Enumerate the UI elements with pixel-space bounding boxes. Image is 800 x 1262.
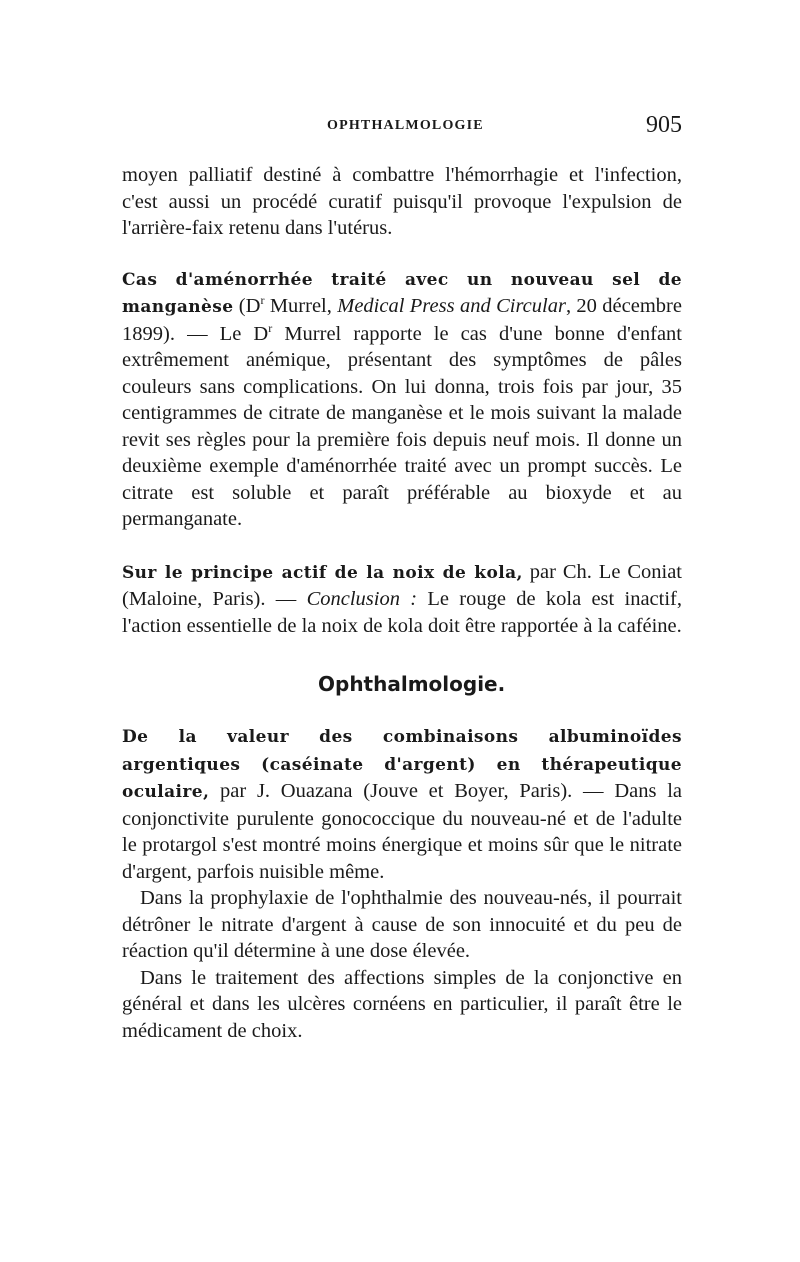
entry-argent-paragraph-3: Dans le traitement des affections simples de la conjonctive en général et dans les ulcères cornéens en particulier, il paraît être le médicament de choix. bbox=[122, 966, 682, 1042]
entry-kola-title: Sur le principe actif de la noix de kola, bbox=[122, 562, 523, 583]
running-title: OPHTHALMOLOGIE bbox=[327, 118, 484, 133]
entry-amenorrhee-body: Murrel rapporte le cas d'une bonne d'enfant extrêmement anémique, présentant des symptômes de pâles couleurs sans complications. On lui donna, trois fois par jour, 35 centigrammes de citrate de manganèse et le mois suivant la malade revit ses règles pour la première fois depuis neuf mois. Il donne un deuxième exemple d'aménorrhée traité avec un prompt succès. Le citrate est soluble et paraît préférable au bioxyde et au permanganate. bbox=[122, 322, 682, 530]
entry-amenorrhee bbox=[122, 266, 682, 533]
entry-argent-title: De la valeur des combinaisons albuminoïdes argentiques (caséinate d'argent) en thérapeutique oculaire, bbox=[122, 727, 682, 802]
entry-amenorrhee-citation-start: (D bbox=[233, 295, 261, 317]
entry-kola-body: Le rouge de kola est inactif, l'action essentielle de la noix de kola doit être rapportée à la caféine. bbox=[122, 588, 682, 637]
entry-amenorrhee-journal: Medical Press and Circular bbox=[337, 295, 566, 317]
entry-argent-body: Dans la conjonctivite purulente gonococcique du nouveau-né et de l'adulte le protargol s'est montré moins énergique et moins sûr que le nitrate d'argent, parfois nuisible même. bbox=[122, 780, 682, 883]
section-heading: Ophthalmologie. bbox=[318, 672, 506, 696]
entry-kola bbox=[122, 559, 682, 640]
page-number: 905 bbox=[646, 112, 682, 138]
entry-amenorrhee-sup-1: r bbox=[260, 293, 265, 308]
entry-kola-conclusion-label: Conclusion : bbox=[306, 588, 418, 610]
entry-amenorrhee-sup-2: r bbox=[268, 320, 273, 335]
book-page bbox=[122, 112, 682, 1044]
entry-argent-paragraph-2: Dans la prophylaxie de l'ophthalmie des nouveau-nés, il pourrait détrôner le nitrate d'argent à cause de son innocuité et du peu de réaction qu'il détermine à une dose élevée. bbox=[122, 887, 682, 962]
entry-amenorrhee-author: Murrel, bbox=[264, 295, 338, 317]
running-head bbox=[122, 112, 682, 142]
entry-amenorrhee-citation-end: , 20 décembre 1899). — Le D bbox=[122, 295, 682, 345]
entry-kola-citation: par Ch. Le Coniat (Maloine, Paris). — bbox=[122, 560, 682, 610]
intro-paragraph: moyen palliatif destiné à combattre l'hémorrhagie et l'infection, c'est aussi un procédé curatif puisqu'il provoque l'expulsion de l'arrière-faix retenu dans l'utérus. bbox=[122, 164, 682, 239]
entry-argent-citation: par J. Ouazana (Jouve et Boyer, Paris). — bbox=[209, 780, 615, 802]
entry-argent bbox=[122, 723, 682, 885]
entry-amenorrhee-title: Cas d'aménorrhée traité avec un nouveau sel de manganèse bbox=[122, 269, 682, 317]
